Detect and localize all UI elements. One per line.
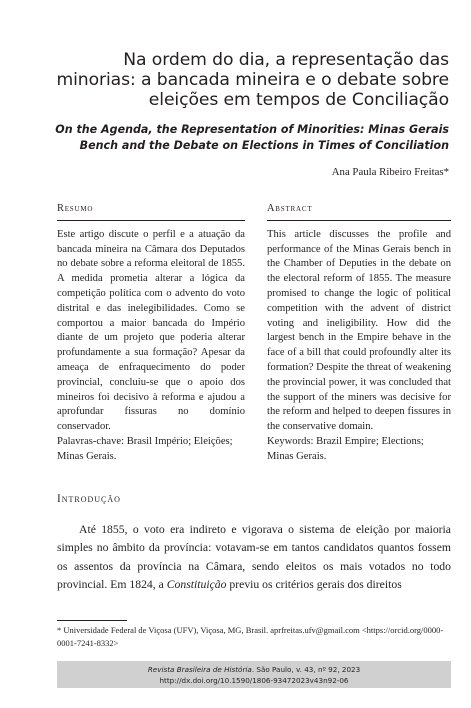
title-pt-line: eleições em tempos de Conciliação	[148, 90, 449, 110]
title-en-line: On the Agenda, the Representation of Minorities: Minas Gerais	[55, 123, 449, 136]
abstract-heading: Abstract	[267, 202, 451, 221]
resumo-keywords: Palavras-chave: Brasil Império; Eleições; Minas Gerais.	[57, 435, 233, 462]
footer-volume: . São Paulo, v. 43, nº 92, 2023	[251, 665, 361, 674]
body-text-start: Até 1855, o voto era indireto e vigorava o sistema de eleição por maioria simples no âmbito da província: votavam-se em tantos candidatos quantos fossem os assentos da província na Câmara, sendo eleitos os mais votados no todo provincial. Em 1824, a	[57, 523, 451, 592]
author-name: Ana Paula Ribeiro Freitas*	[331, 166, 449, 178]
title-pt-line: Na ordem do dia, a representação das	[123, 50, 449, 70]
body-paragraph	[57, 521, 451, 595]
abstract-keywords: Keywords: Brazil Empire; Elections; Minas Gerais.	[267, 435, 424, 462]
footnote: * Universidade Federal de Viçosa (UFV), Viçosa, MG, Brasil. aprfreitas.ufv@gmail.com <https://orcid.org/0000-0001-7241-8332>	[57, 625, 444, 648]
resumo-heading: Resumo	[57, 202, 245, 221]
body-text-end: previu os critérios gerais dos direitos	[226, 578, 402, 592]
abstract-column	[267, 202, 451, 465]
journal-footer	[57, 661, 451, 688]
body-text-italic: Constituição	[166, 578, 227, 592]
title-portuguese	[29, 50, 449, 110]
title-pt-line: minorias: a bancada mineira e o debate sobre	[56, 70, 449, 90]
title-english	[29, 122, 449, 153]
resumo-column	[57, 202, 245, 465]
footer-journal-name: Revista Brasileira de História	[147, 665, 252, 674]
section-heading-introduction: Introdução	[57, 493, 121, 505]
footnote-rule	[57, 620, 127, 621]
abstract-text: This article discusses the profile and performance of the Minas Gerais bench in the Chamber of Deputies in the debate on the electoral reform of 1855. The measure promised to change the logic of political competition with the advent of district voting and ineligibility. How did the largest bench in the Empire behave in the face of a bill that could profoundly alter its formation? Despite the threat of weakening the provincial power, it was concluded that the support of the miners was decisive for the reform and helped to deepen fissures in the conservative domain.	[267, 228, 451, 433]
footer-doi-link[interactable]: http://dx.doi.org/10.1590/1806-93472023v43n92-06	[159, 676, 349, 685]
title-en-line: Bench and the Debate on Elections in Times of Conciliation	[79, 138, 449, 152]
resumo-text: Este artigo discute o perfil e a atuação da bancada mineira na Câmara dos Deputados no debate sobre a reforma eleitoral de 1855. A medida prometia alterar a lógica da competição política com o advento do voto distrital e das inelegibilidades. Como se comportou a maior bancada do Império diante de um projeto que poderia alterar profundamente a sua formação? Apesar da ameaça de enfraquecimento do poder provincial, concluiu-se que o apoio dos mineiros foi decisivo à reforma e ajudou a aprofundar fissuras no domínio conservador.	[57, 228, 245, 433]
footer-citation	[57, 664, 451, 675]
